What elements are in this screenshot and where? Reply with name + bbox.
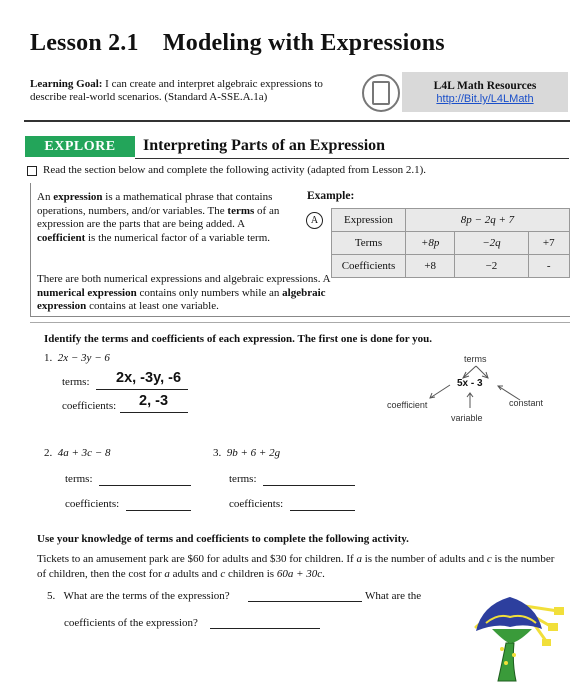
term-value: −2q [482,237,501,249]
explore-badge: EXPLORE [25,136,135,157]
terms-answer-line[interactable] [263,485,355,486]
text-run: children is [225,568,277,580]
text-run: contains at least one variable. [86,300,219,312]
table-row [332,232,570,255]
coefficients-answer: 2, -3 [139,393,169,409]
bold-term: algebraic expression [37,286,326,312]
coefficients-label: coefficients: [65,498,120,510]
terms-answer: 2x, -3y, -6 [116,370,182,386]
terms-label-cell: Terms [332,232,406,255]
problem-number: 2. [44,447,53,459]
terms-answer-line [96,389,188,390]
terms-answer-line[interactable] [99,485,191,486]
read-checkbox[interactable] [27,166,37,176]
text-run: An [37,191,54,203]
coefficients-answer-line [120,412,188,413]
coefficient-cell: −2 [455,255,528,278]
problem-expression: 9b + 6 + 2g [226,447,281,459]
coefficient-cell: +8 [405,255,454,278]
question-5-terms: What are the terms of the expression? [63,590,230,602]
ticket-scenario [37,552,561,582]
math-variable: c [486,553,492,565]
terms-answer-line[interactable] [248,601,362,602]
explore-underline [135,158,569,159]
activity-instruction: Identify the terms and coefficients of each expression. The first one is done for you. [44,333,433,345]
diagram-coefficient-label: coefficient [387,400,428,410]
problem-expression: 4a + 3c − 8 [57,447,111,459]
definition-paragraph-1 [37,191,295,245]
question-5-coefficients: coefficients of the expression? [64,617,198,629]
text-run: adults and [169,568,221,580]
terms-label: terms: [65,473,93,485]
bold-term: numerical expression [37,286,137,299]
text-run: There are both numerical expressions and algebraic expressions. A [37,273,330,285]
coefficients-label: coefficients: [229,498,284,510]
expression-cell [405,209,569,232]
text-run: is the number of adults and [361,553,487,565]
example-table [331,208,570,278]
diagram-variable-label: variable [451,413,483,423]
question-5 [47,590,230,602]
problem-2 [44,447,110,459]
term-cell [405,232,454,255]
text-run: is the number of children, then the cost for [37,553,555,580]
lesson-title: Lesson 2.1 Modeling with Expressions [30,30,445,56]
coefficients-answer-line[interactable] [210,628,320,629]
question-5-continued: What are the [365,590,422,602]
bold-term: terms [227,204,255,217]
bold-term: expression [53,191,103,203]
coefficients-label: coefficients: [62,400,117,412]
math-variable: c [220,568,226,580]
math-variable: 60a + 30c [276,568,323,580]
text-run: is a mathematical phrase that contains operations, numbers, and/or variables. The [37,191,273,217]
section-divider [30,322,570,323]
problem-number: 3. [213,447,222,459]
problem-3 [213,447,280,459]
swing-ride-illustration [462,583,566,687]
math-variable: a [164,568,170,580]
expression-value: 8p − 2q + 7 [460,214,515,226]
expression-label-cell: Expression [332,209,406,232]
diagram-constant-label: constant [509,398,544,408]
terms-label: terms: [62,376,90,388]
question-number: 5. [47,590,56,602]
resources-link[interactable]: http://Bit.ly/L4LMath [436,93,534,105]
read-instruction: Read the section below and complete the following activity (adapted from Lesson 2.1). [43,164,427,176]
problem-number: 1. [44,352,53,364]
header-divider [24,120,570,122]
learning-goal [30,78,360,104]
term-cell [455,232,528,255]
resources-box [402,72,568,112]
coefficients-answer-line[interactable] [126,510,191,511]
problem-expression: 2x − 3y − 6 [57,352,110,364]
learning-goal-label: Learning Goal: [30,78,103,90]
coefficient-cell: - [528,255,569,278]
application-instruction: Use your knowledge of terms and coefficients to complete the following activity. [37,533,409,545]
table-row [332,209,570,232]
coefficients-answer-line[interactable] [290,510,355,511]
tablet-screen-icon [372,81,390,105]
resources-title: L4L Math Resources [433,80,537,92]
term-cell: +7 [528,232,569,255]
text-run: is the numerical factor of a variable term. [85,231,271,244]
terms-label: terms: [229,473,257,485]
example-badge: A [306,212,323,229]
example-label: Example: [307,190,355,202]
text-run: Tickets to an amusement park are $60 for adults and $30 for children. If [37,553,357,565]
learning-goal-text: I can create and interpret algebraic expressions to describe real-world scenarios. (Standard A-SSE.A.1a) [30,78,323,103]
problem-1 [44,352,110,364]
text-run: contains only numbers while an [136,286,283,299]
bold-term: coefficient [37,231,86,244]
text-run: . [322,568,325,580]
definition-paragraph-2 [37,273,335,314]
math-variable: a [356,553,362,565]
coefficients-label-cell: Coefficients [332,255,406,278]
diagram-expression: 5x - 3 [457,378,483,389]
table-row [332,255,570,278]
term-value: +8p [420,237,440,249]
explore-title: Interpreting Parts of an Expression [143,137,386,154]
text-run: of an expression are the parts that are being added. A [37,204,280,230]
diagram-terms-label: terms [464,354,487,364]
